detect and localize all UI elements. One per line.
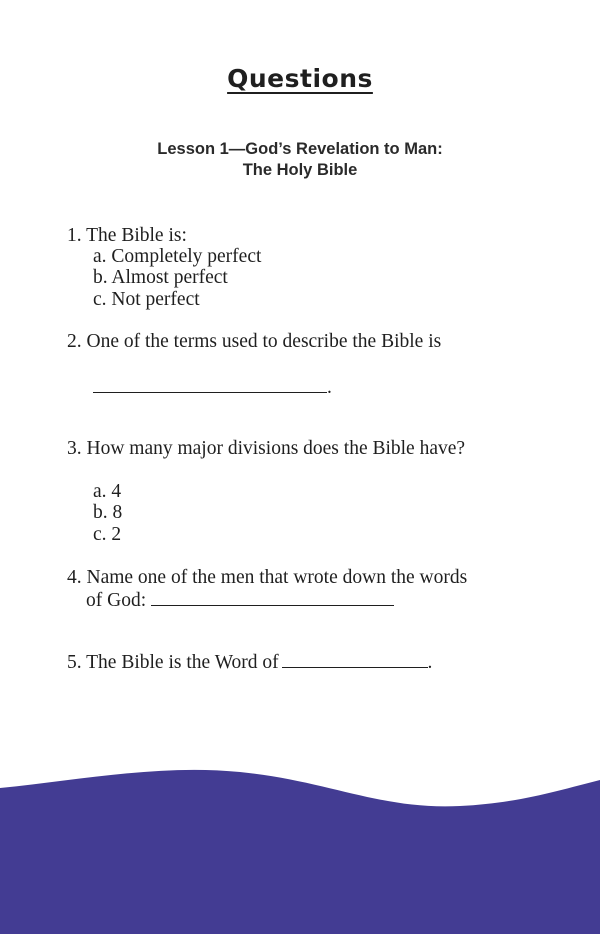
- question-2-text: 2. One of the terms used to describe the Bible is: [67, 331, 442, 352]
- page-title: Questions: [227, 64, 373, 93]
- question-3-option-c: c. 2: [93, 524, 122, 545]
- question-5-text: 5. The Bible is the Word of: [67, 652, 279, 673]
- question-3-option-b: b. 8: [93, 502, 123, 523]
- lesson-heading-line-2: The Holy Bible: [242, 161, 358, 179]
- question-1-option-b: b. Almost perfect: [93, 267, 228, 288]
- question-1-option-c: c. Not perfect: [93, 289, 200, 310]
- question-1-option-a: a. Completely perfect: [93, 246, 262, 267]
- question-2-period: .: [327, 377, 332, 398]
- question-4-prompt: of God:: [86, 590, 147, 611]
- question-1-text: 1. The Bible is:: [67, 225, 187, 246]
- question-3-option-a: a. 4: [93, 481, 122, 502]
- question-4-line-1: 4. Name one of the men that wrote down the words: [67, 567, 468, 588]
- question-5-period: .: [427, 652, 433, 673]
- question-3-text: 3. How many major divisions does the Bible have?: [67, 438, 466, 459]
- lesson-heading-line-1: Lesson 1—God’s Revelation to Man:: [157, 140, 443, 158]
- wave-shape: [0, 770, 600, 934]
